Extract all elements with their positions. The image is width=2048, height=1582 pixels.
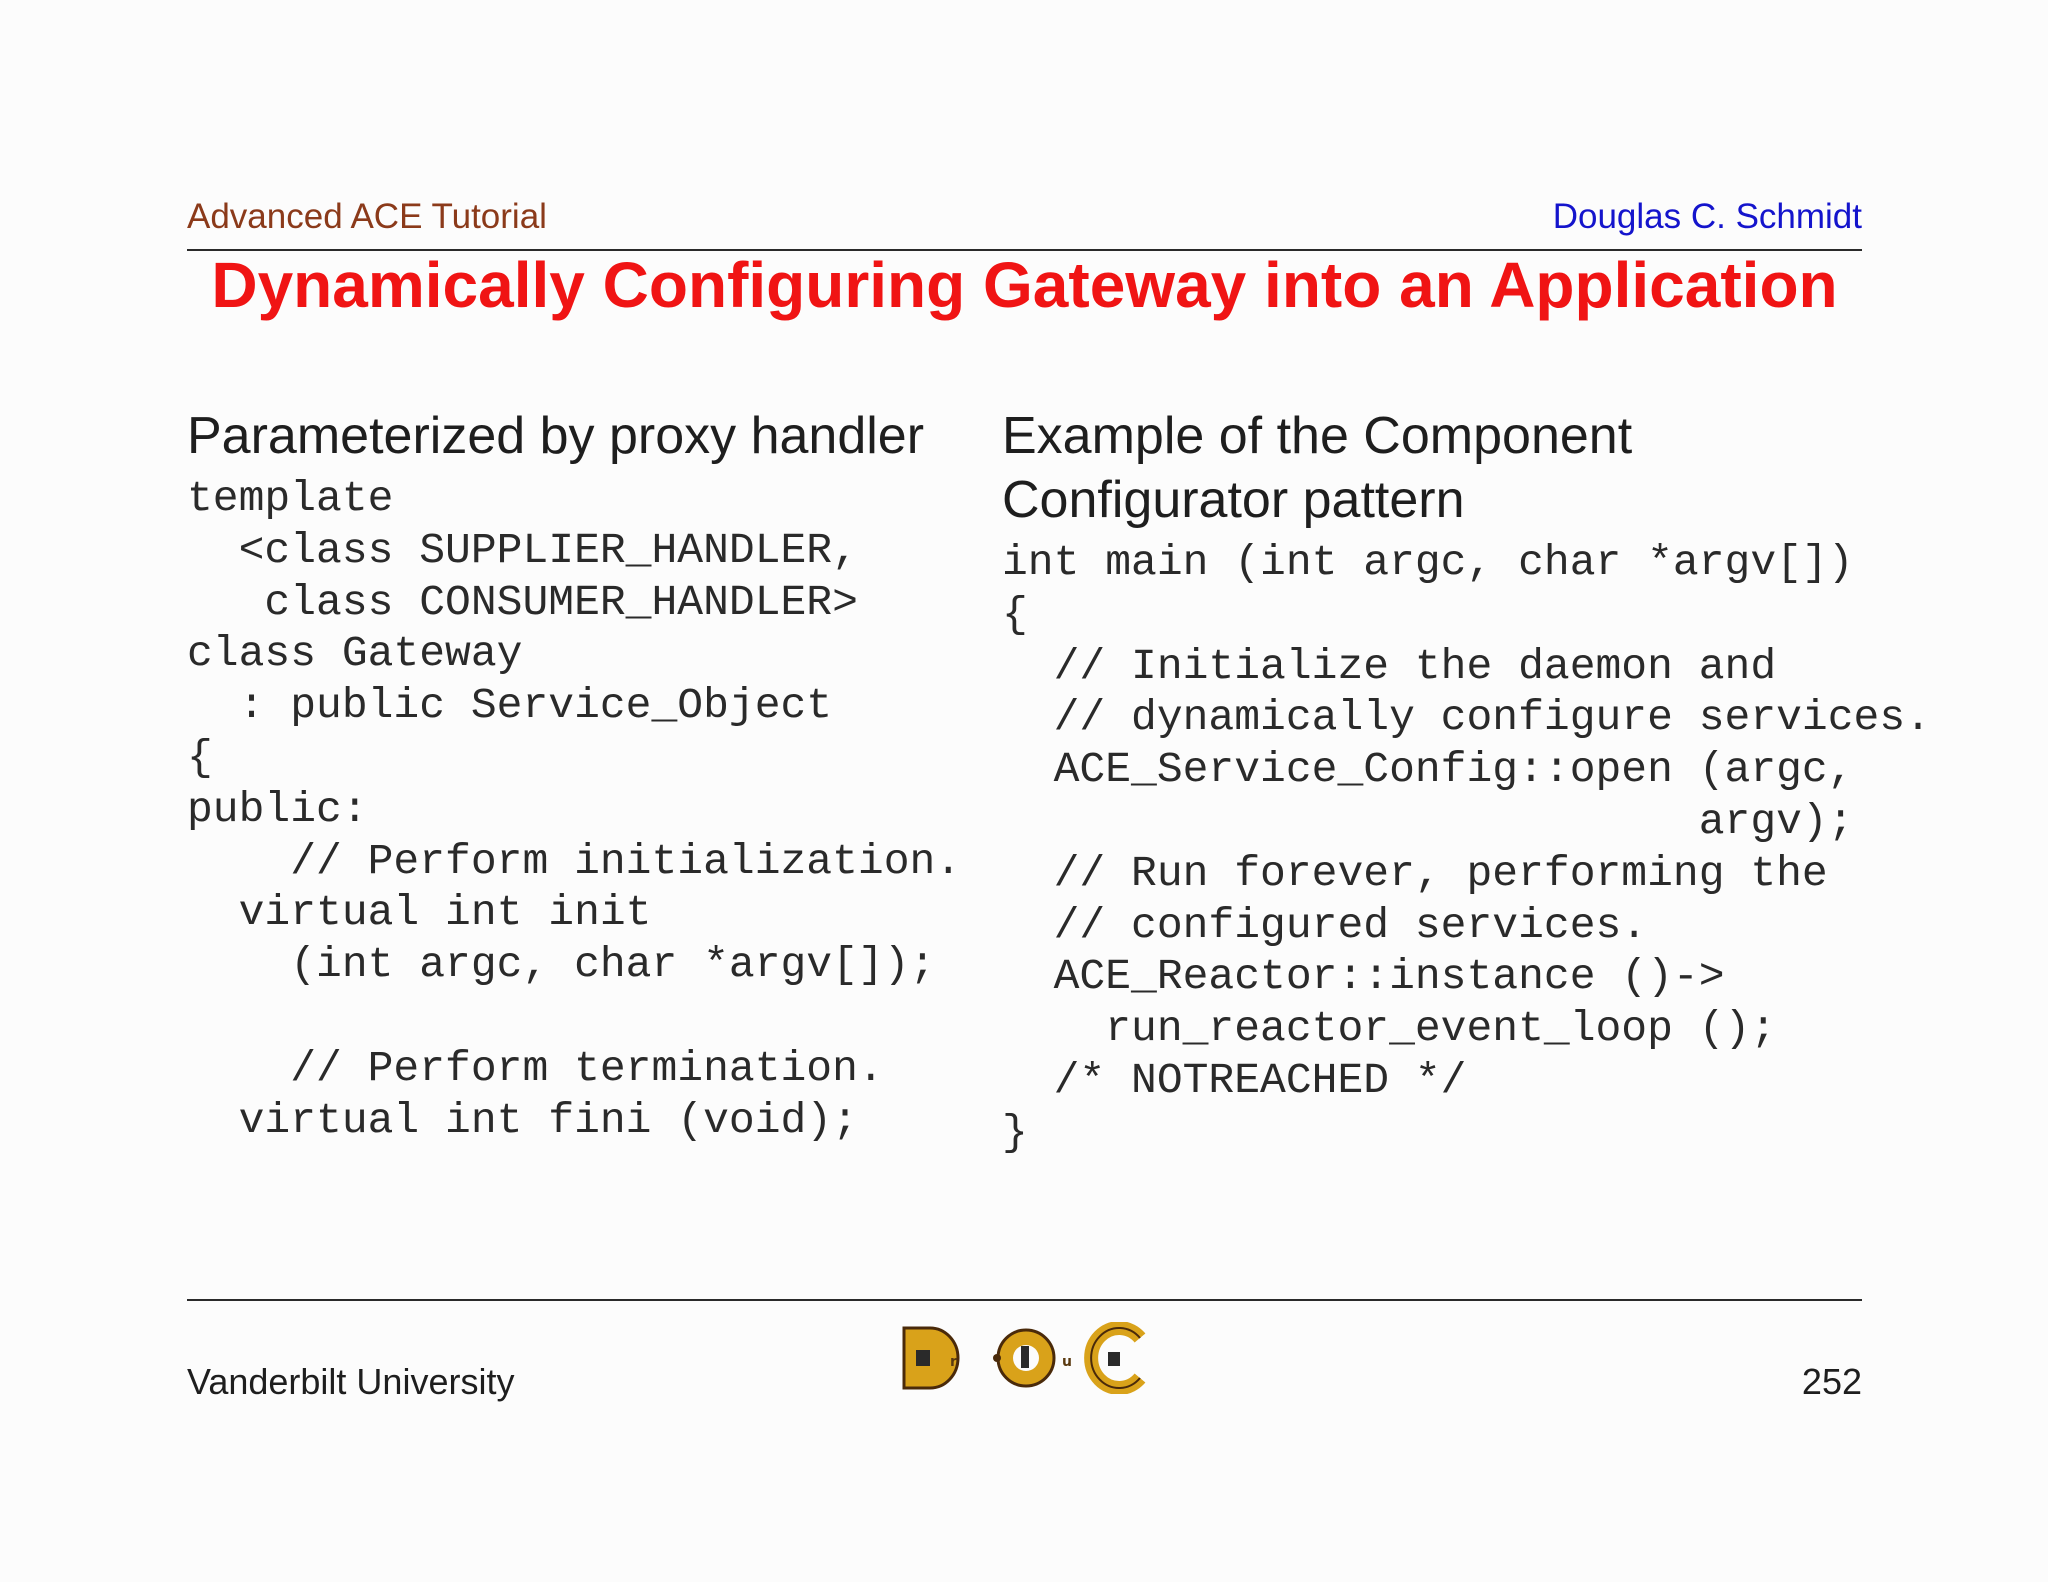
code-line: // dynamically configure services. (1002, 693, 1931, 743)
code-line: ACE_Reactor::instance ()-> (1002, 952, 1725, 1002)
code-line: public: (187, 784, 368, 834)
right-column-heading-line2: Configurator pattern (1002, 471, 1465, 529)
code-line: : public Service_Object (187, 681, 833, 731)
svg-text:r: r (950, 1354, 957, 1370)
code-line: /* NOTREACHED */ (1002, 1055, 1467, 1105)
code-line: { (187, 732, 213, 782)
code-line: (int argc, char *argv[]); (187, 940, 936, 990)
slide-title: Dynamically Configuring Gateway into an Application (211, 249, 1838, 321)
right-code-block (1002, 537, 1931, 1159)
code-line: run_reactor_event_loop (); (1002, 1004, 1777, 1054)
left-column-heading: Parameterized by proxy handler (187, 407, 925, 465)
code-line: class CONSUMER_HANDLER> (187, 577, 858, 627)
code-line: // configured services. (1002, 900, 1648, 950)
code-line: argv); (1002, 796, 1854, 846)
right-column-heading-line1: Example of the Component (1002, 407, 1633, 465)
code-line: // Initialize the daemon and (1002, 641, 1777, 691)
code-line: // Run forever, performing the (1002, 848, 1828, 898)
university-name: Vanderbilt University (187, 1361, 515, 1402)
author-name: Douglas C. Schmidt (1552, 197, 1862, 236)
code-line (187, 991, 961, 1043)
code-line: // Perform termination. (187, 1043, 884, 1093)
left-code-block (187, 473, 961, 1146)
code-line: } (1002, 1107, 1028, 1157)
course-title: Advanced ACE Tutorial (187, 197, 547, 236)
code-line: { (1002, 589, 1028, 639)
page-number: 252 (1801, 1361, 1862, 1402)
doc-group-logo (902, 1322, 1150, 1394)
footer-rule (187, 1299, 1862, 1301)
code-line: template (187, 474, 394, 523)
code-line: class Gateway (187, 629, 523, 679)
code-line: virtual int fini (void); (187, 1095, 858, 1145)
code-line: // Perform initialization. (187, 836, 962, 886)
svg-text:u: u (1062, 1354, 1072, 1370)
code-line: int main (int argc, char *argv[]) (1002, 538, 1854, 587)
code-line: <class SUPPLIER_HANDLER, (187, 525, 858, 575)
code-line: virtual int init (187, 888, 652, 938)
code-line: ACE_Service_Config::open (argc, (1002, 745, 1854, 795)
